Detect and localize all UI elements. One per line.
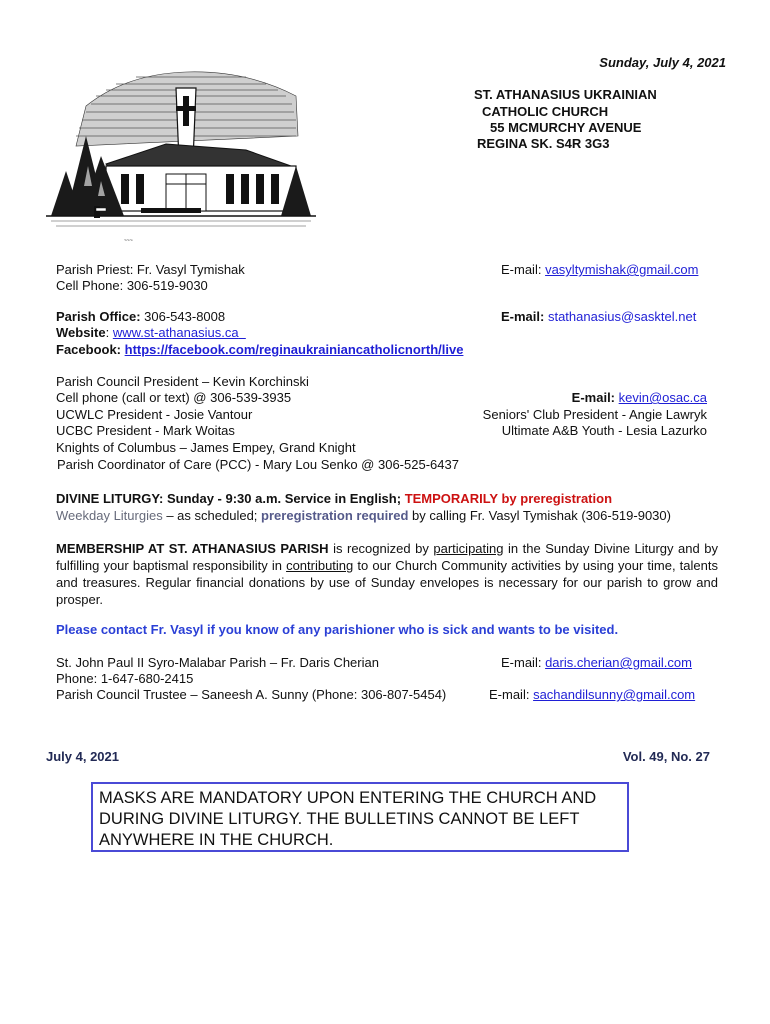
weekday-liturgies-label: Weekday Liturgies	[56, 508, 163, 523]
city-postal: REGINA SK. S4R 3G3	[477, 136, 610, 151]
priest-cell-phone: Cell Phone: 306-519-9030	[56, 278, 208, 293]
membership-title: MEMBERSHIP AT ST. ATHANASIUS PARISH	[56, 541, 329, 556]
parish-office-label: Parish Office:	[56, 309, 141, 324]
website-label: Website	[56, 325, 106, 340]
council-email-row	[572, 390, 707, 405]
priest-email-label: E-mail:	[501, 262, 542, 277]
office-email-link[interactable]: stathanasius@sasktel.net	[547, 309, 697, 324]
membership-text-2: in the Sunday Divine Liturgy and by fulfilling your baptismal responsibility in	[56, 541, 718, 573]
volume-number: Vol. 49, No. 27	[622, 749, 710, 764]
street-address: 55 MCMURCHY AVENUE	[490, 120, 642, 135]
facebook-label: Facebook:	[56, 342, 122, 357]
council-president: Parish Council President – Kevin Korchinski	[56, 374, 309, 389]
membership-underline-1: participating	[433, 541, 504, 556]
council-president-cell: Cell phone (call or text) @ 306-539-3935	[56, 390, 292, 405]
mask-mandate-notice: MASKS ARE MANDATORY UPON ENTERING THE CHURCH AND DURING DIVINE LITURGY. THE BULLETINS CANNOT BE LEFT ANYWHERE IN THE CHURCH.	[91, 782, 629, 852]
trustee-email-link[interactable]: sachandilsunny@gmail.com	[533, 687, 696, 702]
knights-of-columbus: Knights of Columbus – James Empey, Grand Knight	[56, 440, 356, 455]
parish-office-row	[56, 309, 225, 324]
syro-malabar-parish: St. John Paul II Syro-Malabar Parish – Fr. Daris Cherian	[56, 655, 379, 670]
syro-email-row	[501, 655, 692, 670]
parish-priest: Parish Priest: Fr. Vasyl Tymishak	[56, 262, 245, 277]
preregistration-notice: TEMPORARILY by preregistration	[404, 491, 613, 506]
sick-visit-notice: Please contact Fr. Vasyl if you know of any parishioner who is sick and wants to be visited.	[56, 622, 619, 637]
weekday-schedule: – as scheduled;	[166, 508, 258, 523]
office-email-label: E-mail:	[501, 309, 545, 324]
office-email-row	[501, 309, 696, 324]
divine-liturgy-schedule: DIVINE LITURGY: Sunday - 9:30 a.m. Service in English;	[56, 491, 402, 506]
syro-phone: Phone: 1-647-680-2415	[56, 671, 194, 686]
membership-text-3: to our Church Community activities by using your time, talents and treasures. Regular financial donations by use of Sunday envelopes is necessary for our parish to grow and prosper.	[56, 558, 718, 607]
website-row: Website: www.st-athanasius.ca	[56, 325, 239, 340]
parish-office-phone: 306-543-8008	[144, 309, 226, 324]
weekday-liturgies-line	[56, 508, 671, 523]
trustee-email-row	[489, 687, 695, 702]
membership-underline-2: contributing	[286, 558, 354, 573]
footer-date: July 4, 2021	[46, 749, 119, 764]
syro-email-link[interactable]: daris.cherian@gmail.com	[545, 655, 692, 670]
priest-email-row	[501, 262, 698, 277]
council-email-label: E-mail:	[571, 390, 616, 405]
priest-email-link[interactable]: vasyltymishak@gmail.com	[545, 262, 699, 277]
facebook-link[interactable]: https://facebook.com/reginaukrainiancatholicnorth/live	[124, 342, 464, 357]
trustee-email-label: E-mail:	[489, 687, 530, 702]
youth-leader: Ultimate A&B Youth - Lesia Lazurko	[501, 423, 707, 438]
facebook-row	[56, 342, 463, 357]
church-name-line-2: CATHOLIC CHURCH	[482, 104, 609, 119]
membership-paragraph	[56, 540, 718, 608]
ucbc-president: UCBC President - Mark Woitas	[56, 423, 235, 438]
church-drawing-image	[46, 66, 316, 251]
website-link[interactable]: www.st-athanasius.ca	[112, 325, 239, 340]
seniors-club-president: Seniors' Club President - Angie Lawryk	[482, 407, 707, 422]
weekday-contact: by calling Fr. Vasyl Tymishak (306-519-9030)	[412, 508, 671, 523]
syro-email-label: E-mail:	[501, 655, 542, 670]
ucwlc-president: UCWLC President - Josie Vantour	[56, 407, 253, 422]
bulletin-date: Sunday, July 4, 2021	[599, 55, 726, 70]
church-name-line-1: ST. ATHANASIUS UKRAINIAN	[474, 87, 657, 102]
divine-liturgy-line	[56, 491, 612, 506]
membership-text-1: is recognized by	[333, 541, 429, 556]
parish-council-trustee: Parish Council Trustee – Saneesh A. Sunny (Phone: 306-807-5454)	[56, 687, 447, 702]
preregistration-required: preregistration required	[261, 508, 409, 523]
svg-text:~~~: ~~~	[124, 238, 133, 244]
council-email-link[interactable]: kevin@osac.ca	[618, 390, 707, 405]
parish-coordinator-of-care: Parish Coordinator of Care (PCC) - Mary Lou Senko @ 306-525-6437	[57, 457, 459, 472]
